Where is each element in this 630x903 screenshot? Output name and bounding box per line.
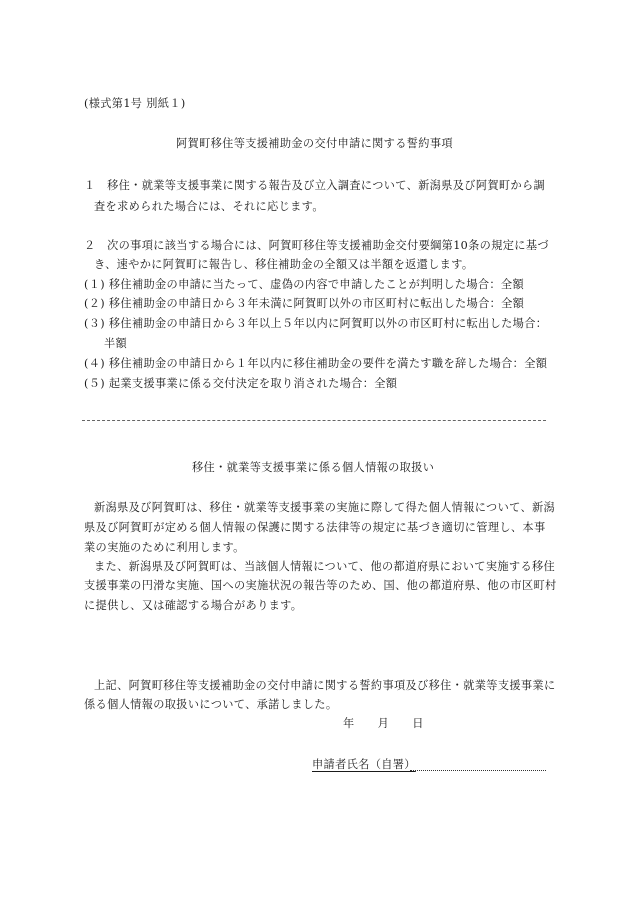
pledge-item-1-line-2: 査を求められた場合には、それに応じます。 (94, 200, 324, 213)
signature-line[interactable] (410, 770, 546, 771)
privacy-paragraph-1-line-1: 新潟県及び阿賀町は、移住・就業等支援事業の実施に際して得た個人情報について、新潟 (94, 501, 556, 514)
pledge-subitem-1: (１) 移住補助金の申請に当たって、虚偽の内容で申請したことが判明した場合：全額 (84, 278, 525, 291)
form-label: (様式第1号 別紙１) (84, 97, 186, 110)
pledge-subitem-4: (４) 移住補助金の申請日から１年以内に移住補助金の要件を満たす職を辞した場合：全額 (84, 357, 548, 370)
pledge-item-2-line-1: ２ 次の事項に該当する場合には、阿賀町移住等支援補助金交付要綱第10条の規定に基づ (84, 239, 549, 252)
pledge-item-1-line-1: １ 移住・就業等支援事業に関する報告及び立入調査について、新潟県及び阿賀町から調 (84, 179, 546, 192)
acknowledgement-line-1: 上記、阿賀町移住等支援補助金の交付申請に関する誓約事項及び移住・就業等支援事業に (94, 679, 556, 692)
pledge-subitem-2: (２) 移住補助金の申請日から３年未満に阿賀町以外の市区町村に転出した場合：全額 (84, 297, 525, 310)
date-field[interactable]: 年 月 日 (343, 717, 424, 730)
pledge-subitem-3: (３) 移住補助金の申請日から３年以上５年以内に阿賀町以外の市区町村に転出した場合： (84, 317, 548, 330)
privacy-paragraph-1-line-2: 県及び阿賀町が定める個人情報の保護に関する法律等の規定に基づき適切に管理し、本事 (84, 521, 546, 534)
section-divider (82, 420, 546, 421)
acknowledgement-line-2: 係る個人情報の取扱いについて、承諾しました。 (84, 698, 338, 711)
privacy-paragraph-1-line-3: 業の実施のために利用します。 (84, 541, 245, 554)
pledge-title: 阿賀町移住等支援補助金の交付申請に関する誓約事項 (176, 137, 453, 150)
privacy-title: 移住・就業等支援事業に係る個人情報の取扱い (192, 461, 435, 474)
privacy-paragraph-2-line-3: に提供し、又は確認する場合があります。 (84, 599, 303, 612)
pledge-subitem-3-continuation: 半額 (104, 337, 128, 350)
privacy-paragraph-2-line-1: また、新潟県及び阿賀町は、当該個人情報について、他の都道府県において実施する移住 (94, 560, 556, 573)
signature-label: 申請者氏名（自署） (312, 758, 416, 771)
privacy-paragraph-2-line-2: 支援事業の円滑な実施、国への実施状況の報告等のため、国、他の都道府県、他の市区町村 (84, 579, 557, 592)
pledge-item-2-line-2: き、速やかに阿賀町に報告し、移住補助金の全額又は半額を返還します。 (94, 258, 474, 271)
pledge-subitem-5: (５) 起業支援事業に係る交付決定を取り消された場合：全額 (84, 377, 398, 390)
